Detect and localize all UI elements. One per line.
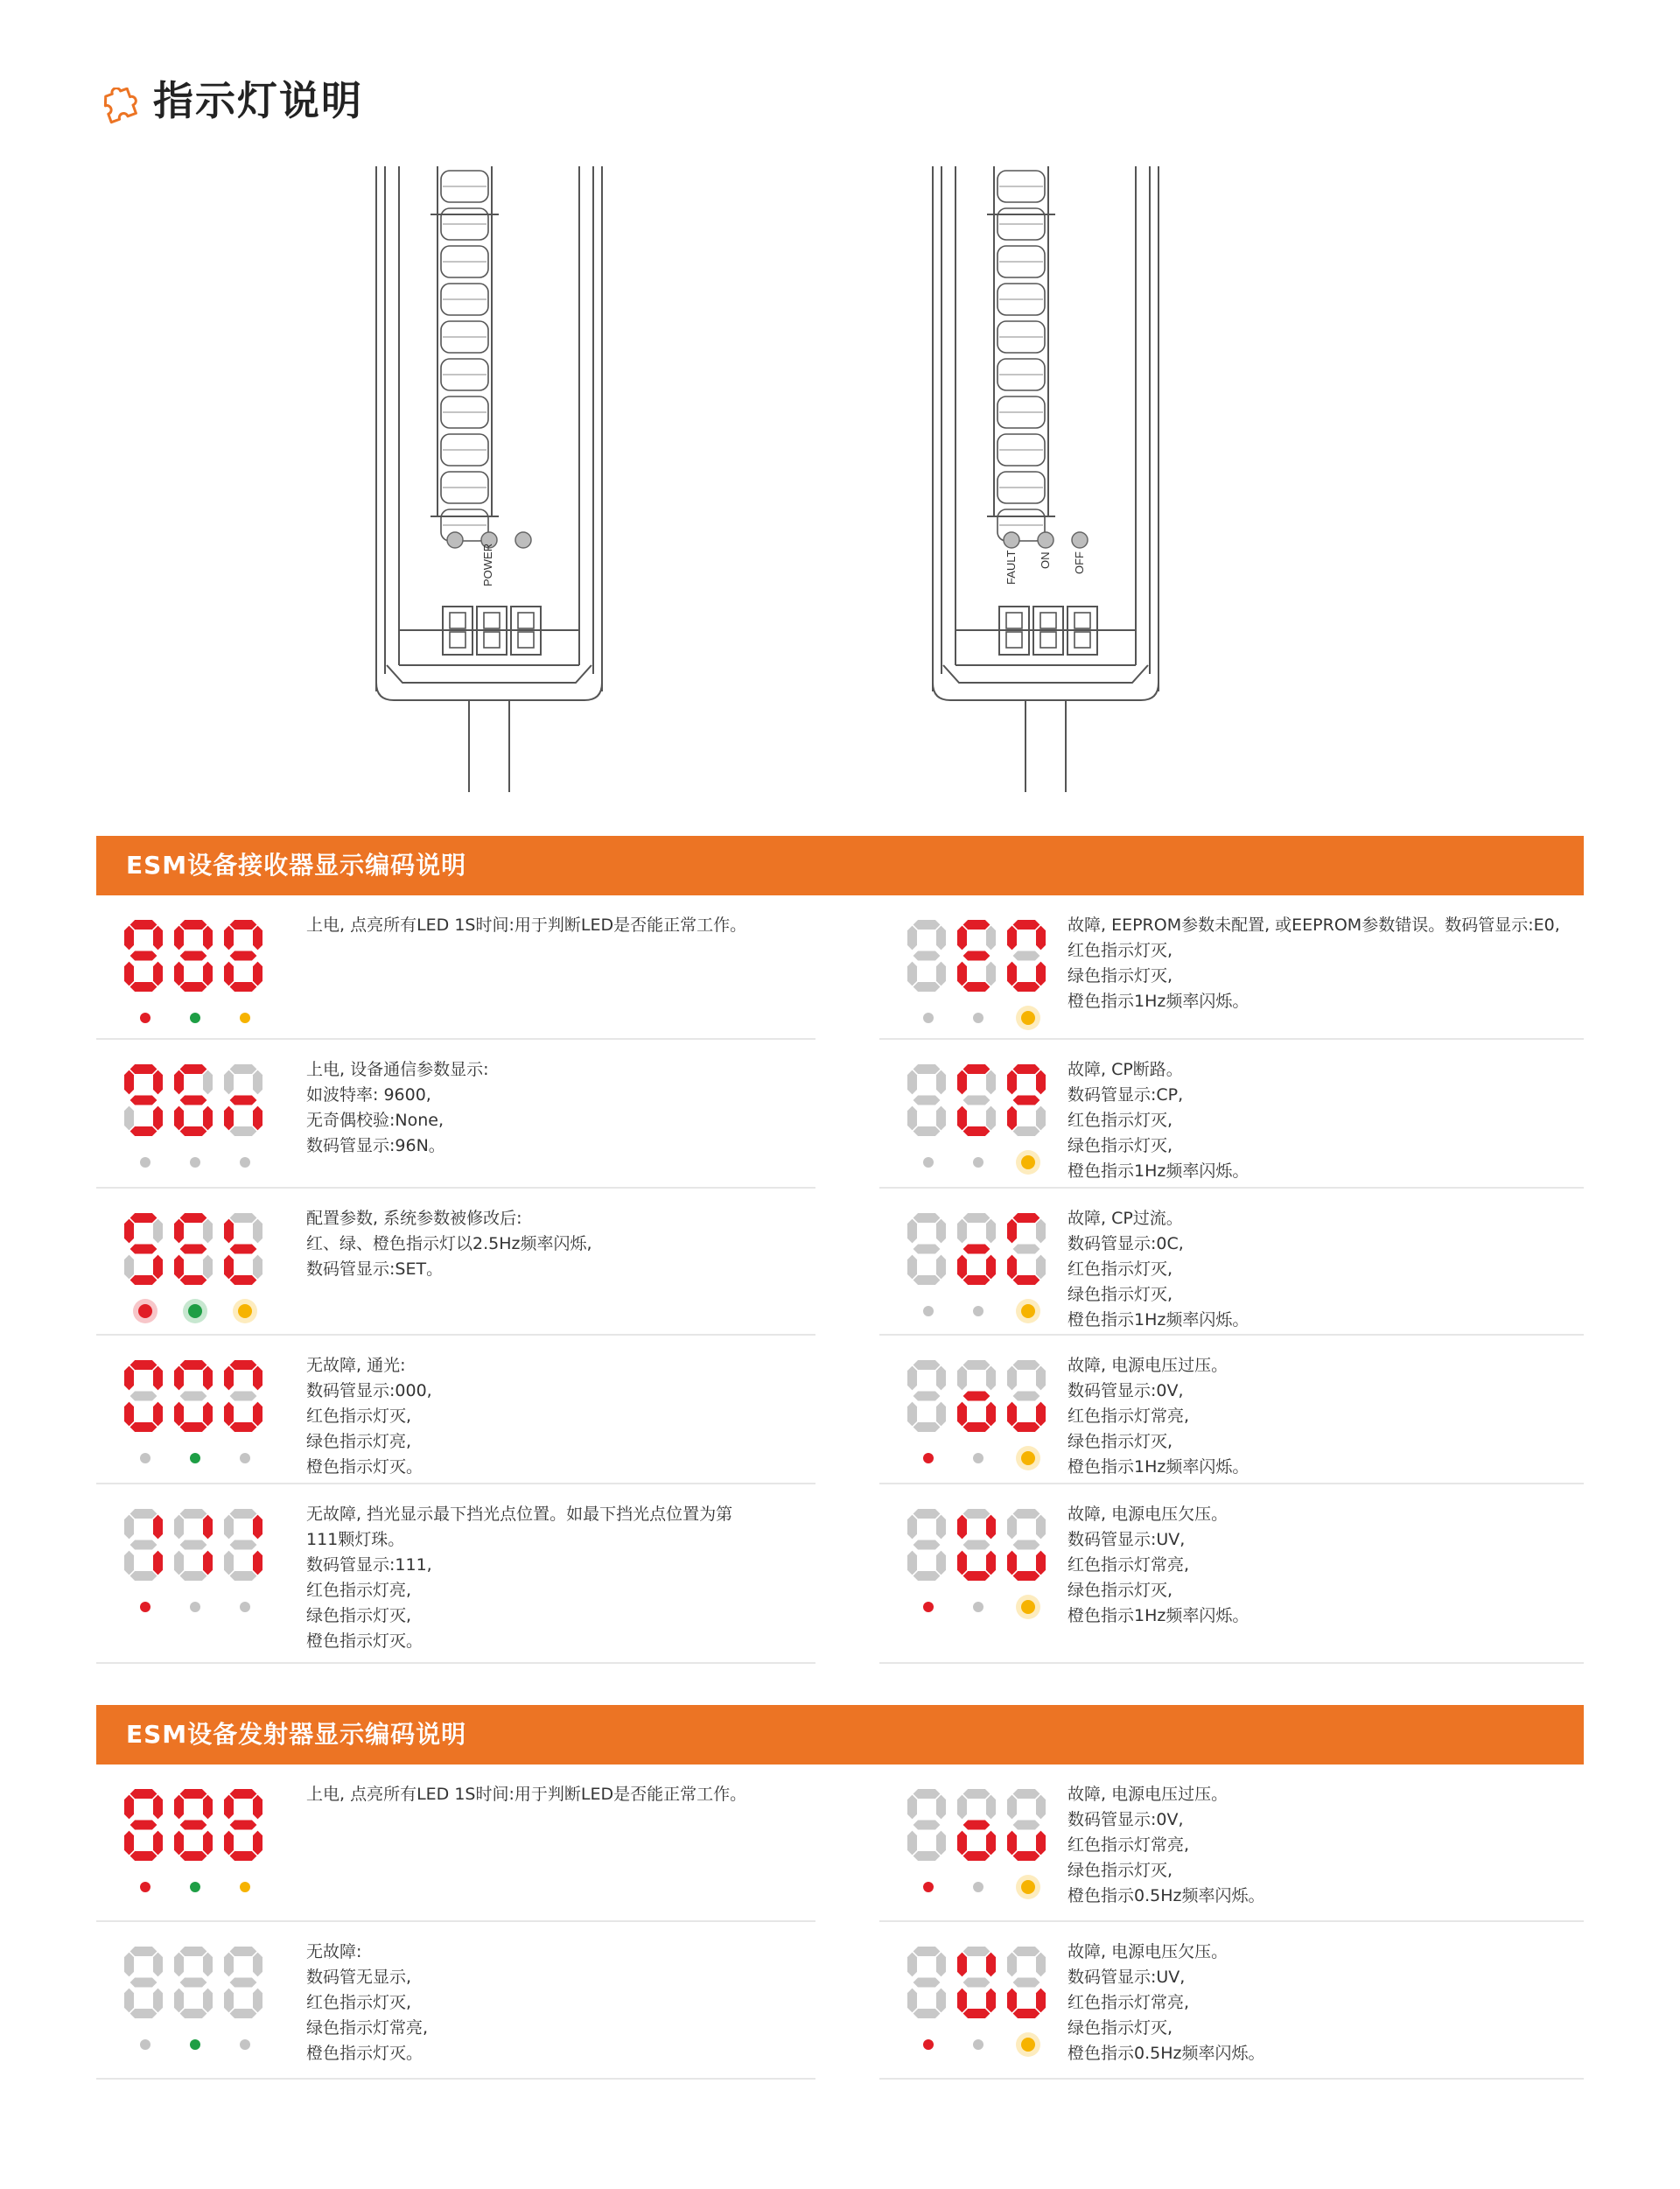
row-divider — [96, 2078, 816, 2080]
code-row — [879, 1765, 1584, 1922]
receiver-device-drawing — [376, 166, 602, 792]
seven-segment-display — [122, 1787, 280, 1901]
display-digit — [124, 1360, 163, 1432]
led-indicator-orange — [1021, 1600, 1035, 1614]
code-description: 上电, 点亮所有LED 1S时间:用于判断LED是否能正常工作。 — [306, 916, 747, 935]
display-digit — [124, 1213, 163, 1285]
led-indicator-green — [188, 1304, 202, 1318]
code-description: 故障, 电源电压欠压。 数码管显示:UV, 红色指示灯常亮, 绿色指示灯灭, 橙色指示0.5Hz频率闪烁。 — [1068, 1942, 1265, 2063]
display-digit — [957, 920, 996, 992]
row-divider — [879, 2078, 1584, 2080]
code-row — [96, 1765, 816, 1922]
off-label: OFF — [1073, 551, 1086, 574]
code-row — [879, 1922, 1584, 2080]
display-digit — [224, 1064, 262, 1136]
transmitter-device-drawing — [933, 166, 1158, 792]
transmitter-section-heading — [96, 1705, 1584, 1765]
page-title: 指示灯说明 — [153, 77, 363, 124]
led-indicator-off — [973, 1013, 984, 1023]
display-digit — [907, 1947, 946, 2018]
display-digit — [174, 1789, 213, 1861]
display-digit — [957, 1509, 996, 1581]
led-indicator-orange — [1021, 1880, 1035, 1894]
on-label: ON — [1039, 551, 1052, 569]
led-indicator-off — [240, 1453, 250, 1463]
led-indicator-red — [923, 2039, 934, 2050]
led-indicator-red — [140, 1602, 150, 1612]
display-digit — [124, 1509, 163, 1581]
display-digit — [1007, 1789, 1046, 1861]
seven-segment-display — [122, 1507, 280, 1621]
led-indicator-red — [923, 1882, 934, 1892]
display-digit — [907, 1360, 946, 1432]
display-digit — [224, 1947, 262, 2018]
led-indicator-red — [923, 1453, 934, 1463]
code-description: 上电, 设备通信参数显示: 如波特率: 9600, 无奇偶校验:None, 数码管显示:96N。 — [306, 1060, 489, 1155]
code-row — [96, 1189, 816, 1336]
display-digit — [224, 1360, 262, 1432]
led-indicator-off — [923, 1013, 934, 1023]
code-row — [879, 1336, 1584, 1484]
display-digit — [1007, 1509, 1046, 1581]
display-digit — [174, 1213, 213, 1285]
display-digit — [1007, 1947, 1046, 2018]
led-indicator-red — [140, 1882, 150, 1892]
code-description: 故障, EEPROM参数未配置, 或EEPROM参数错误。数码管显示:E0, 红色指示灯灭, 绿色指示灯灭, 橙色指示1Hz频率闪烁。 — [1068, 916, 1560, 1011]
code-row — [879, 1040, 1584, 1189]
display-digit — [174, 1947, 213, 2018]
led-indicator-off — [240, 2039, 250, 2050]
code-row — [879, 1484, 1584, 1664]
row-divider — [96, 1662, 816, 1664]
led-indicator-off — [140, 2039, 150, 2050]
display-digit — [957, 1789, 996, 1861]
led-indicator-off — [973, 2039, 984, 2050]
display-digit — [907, 1509, 946, 1581]
code-description: 配置参数, 系统参数被修改后: 红、绿、橙色指示灯以2.5Hz频率闪烁, 数码管显示:SET。 — [306, 1209, 592, 1279]
led-indicator-off — [240, 1602, 250, 1612]
led-indicator-green — [190, 1013, 200, 1023]
code-description: 故障, 电源电压过压。 数码管显示:0V, 红色指示灯常亮, 绿色指示灯灭, 橙色指示0.5Hz频率闪烁。 — [1068, 1785, 1265, 1905]
led-indicator-orange — [1021, 1304, 1035, 1318]
seven-segment-display — [906, 1507, 1063, 1621]
led-indicator-orange — [240, 1882, 250, 1892]
led-indicator-off — [190, 1157, 200, 1168]
led-indicator-off — [973, 1602, 984, 1612]
display-digit — [224, 1213, 262, 1285]
led-indicator-red — [138, 1304, 152, 1318]
led-indicator-red — [140, 1013, 150, 1023]
led-indicator-off — [923, 1306, 934, 1316]
led-indicator-orange — [240, 1013, 250, 1023]
code-description: 上电, 点亮所有LED 1S时间:用于判断LED是否能正常工作。 — [306, 1785, 747, 1804]
seven-segment-display — [122, 1358, 280, 1472]
led-indicator-off — [140, 1157, 150, 1168]
display-digit — [957, 1213, 996, 1285]
seven-segment-display — [906, 1787, 1063, 1901]
display-digit — [907, 920, 946, 992]
seven-segment-display — [906, 1945, 1063, 2059]
display-digit — [124, 1947, 163, 2018]
code-description: 无故障: 数码管无显示, 红色指示灯灭, 绿色指示灯常亮, 橙色指示灯灭。 — [306, 1942, 429, 2063]
led-indicator-off — [190, 1602, 200, 1612]
led-indicator-off — [973, 1453, 984, 1463]
code-description: 故障, CP过流。 数码管显示:0C, 红色指示灯灭, 绿色指示灯灭, 橙色指示1Hz频率闪烁。 — [1068, 1209, 1250, 1330]
row-divider — [879, 1662, 1584, 1664]
display-digit — [957, 1947, 996, 2018]
seven-segment-display — [906, 1358, 1063, 1472]
code-row — [96, 1040, 816, 1189]
code-row — [879, 1189, 1584, 1336]
display-digit — [174, 920, 213, 992]
led-indicator-orange — [1021, 1451, 1035, 1465]
display-digit — [224, 920, 262, 992]
transmitter-heading-text: ESM设备发射器显示编码说明 — [126, 1720, 467, 1749]
code-description: 无故障, 通光: 数码管显示:000, 红色指示灯灭, 绿色指示灯亮, 橙色指示灯灭。 — [306, 1356, 432, 1477]
seven-segment-display — [122, 1063, 280, 1176]
display-digit — [124, 920, 163, 992]
display-digit — [1007, 1213, 1046, 1285]
fault-label: FAULT — [1004, 550, 1018, 585]
display-digit — [1007, 920, 1046, 992]
seven-segment-display — [906, 1063, 1063, 1176]
display-digit — [957, 1360, 996, 1432]
seven-segment-display — [122, 1945, 280, 2059]
display-digit — [957, 1064, 996, 1136]
seven-segment-display — [122, 1211, 280, 1325]
seven-segment-display — [906, 918, 1063, 1032]
display-digit — [907, 1789, 946, 1861]
code-description: 故障, 电源电压欠压。 数码管显示:UV, 红色指示灯常亮, 绿色指示灯灭, 橙色指示1Hz频率闪烁。 — [1068, 1505, 1250, 1625]
led-indicator-green — [190, 1453, 200, 1463]
display-digit — [907, 1213, 946, 1285]
led-indicator-green — [190, 1882, 200, 1892]
led-indicator-orange — [1021, 1155, 1035, 1169]
led-indicator-orange — [1021, 2038, 1035, 2052]
led-indicator-orange — [238, 1304, 252, 1318]
display-digit — [174, 1360, 213, 1432]
led-indicator-red — [923, 1602, 934, 1612]
code-row — [879, 895, 1584, 1040]
code-row — [96, 895, 816, 1040]
power-label: POWER — [481, 543, 494, 586]
display-digit — [124, 1789, 163, 1861]
led-indicator-off — [973, 1882, 984, 1892]
device-drawings — [0, 0, 1680, 805]
display-digit — [907, 1064, 946, 1136]
display-digit — [1007, 1360, 1046, 1432]
code-description: 故障, 电源电压过压。 数码管显示:0V, 红色指示灯常亮, 绿色指示灯灭, 橙色指示1Hz频率闪烁。 — [1068, 1356, 1250, 1477]
led-indicator-off — [973, 1306, 984, 1316]
code-description: 故障, CP断路。 数码管显示:CP, 红色指示灯灭, 绿色指示灯灭, 橙色指示1Hz频率闪烁。 — [1068, 1060, 1250, 1181]
receiver-heading-text: ESM设备接收器显示编码说明 — [126, 851, 467, 880]
code-description: 无故障, 挡光显示最下挡光点位置。如最下挡光点位置为第 111颗灯珠。 数码管显示:111, 红色指示灯亮, 绿色指示灯灭, 橙色指示灯灭。 — [306, 1505, 733, 1651]
display-digit — [174, 1064, 213, 1136]
led-indicator-off — [240, 1157, 250, 1168]
seven-segment-display — [906, 1211, 1063, 1325]
seven-segment-display — [122, 918, 280, 1032]
code-row — [96, 1484, 816, 1664]
display-digit — [224, 1509, 262, 1581]
receiver-section-heading — [96, 836, 1584, 895]
display-digit — [174, 1509, 213, 1581]
code-row — [96, 1922, 816, 2080]
led-indicator-off — [140, 1453, 150, 1463]
display-digit — [224, 1789, 262, 1861]
display-digit — [1007, 1064, 1046, 1136]
code-row — [96, 1336, 816, 1484]
display-digit — [124, 1064, 163, 1136]
led-indicator-off — [973, 1157, 984, 1168]
led-indicator-off — [923, 1157, 934, 1168]
led-indicator-green — [190, 2039, 200, 2050]
led-indicator-orange — [1021, 1011, 1035, 1025]
